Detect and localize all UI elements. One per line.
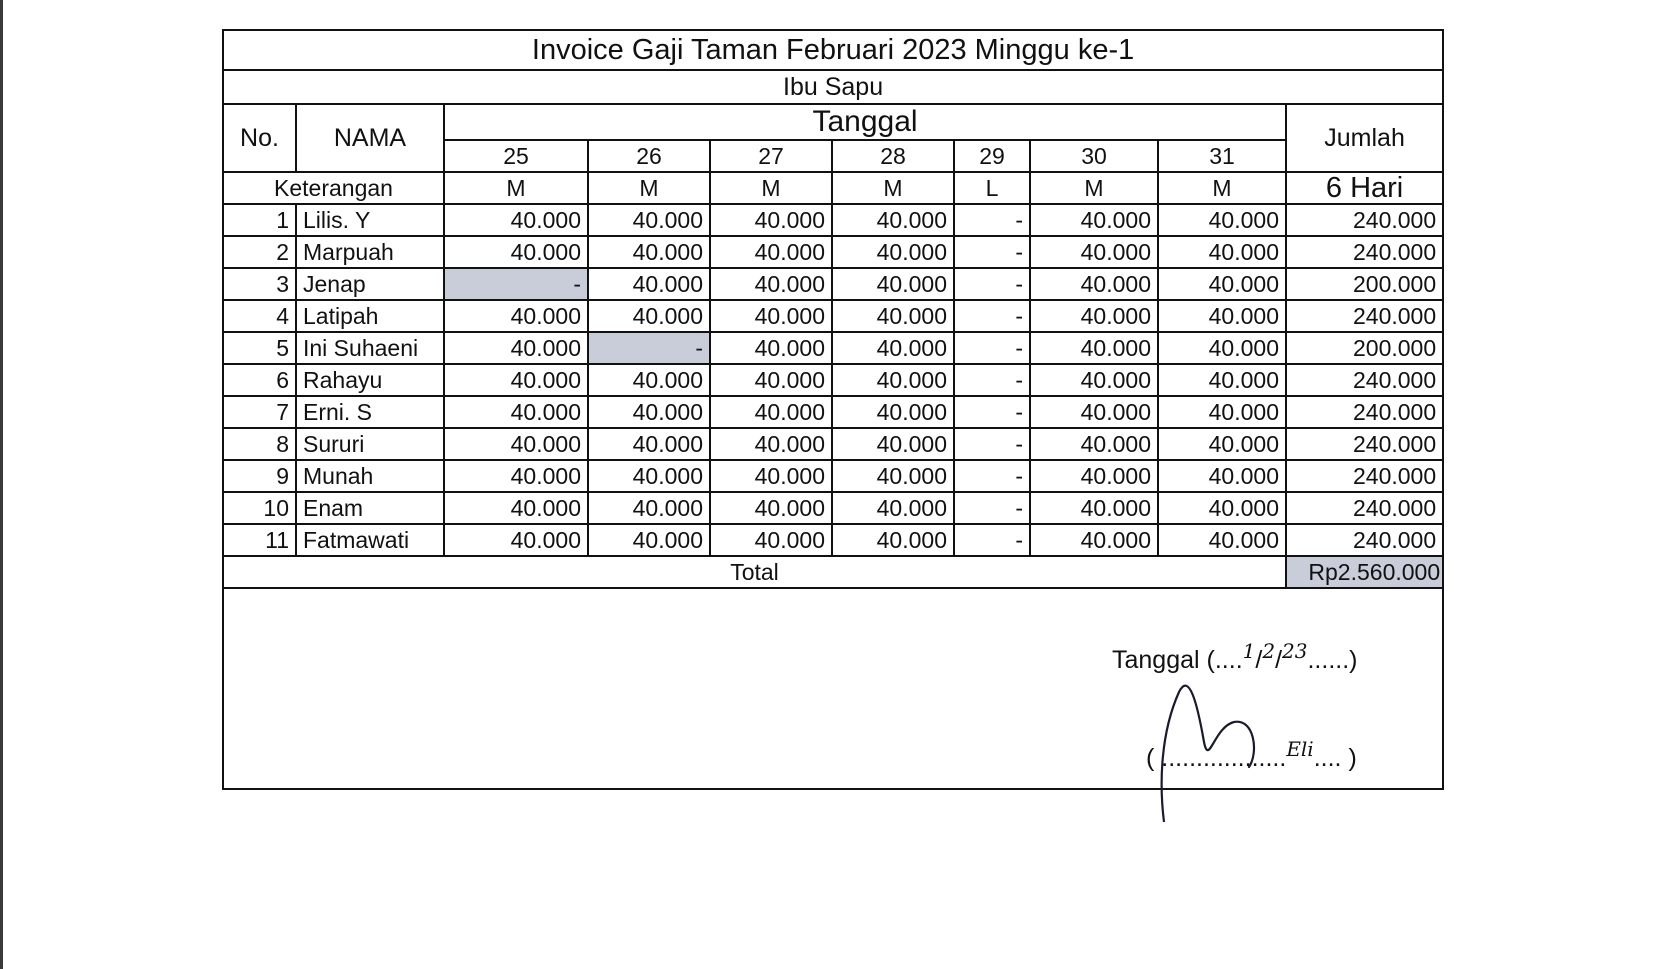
wage-cell: 40.000: [832, 524, 954, 556]
wage-cell: -: [954, 268, 1030, 300]
table-row: [224, 460, 1442, 492]
wage-cell: 40.000: [444, 524, 588, 556]
wage-cell: 40.000: [832, 428, 954, 460]
row-jumlah: 240.000: [1286, 300, 1442, 332]
handwritten-month: 2: [1262, 639, 1276, 663]
wage-cell: 40.000: [588, 524, 710, 556]
row-name: Jenap: [296, 268, 444, 300]
table-row: [224, 364, 1442, 396]
wage-cell: 40.000: [832, 204, 954, 236]
row-number: 9: [224, 460, 296, 492]
wage-cell: 40.000: [588, 364, 710, 396]
date-close-paren: ): [1349, 646, 1358, 674]
wage-cell: 40.000: [588, 460, 710, 492]
wage-cell: 40.000: [832, 268, 954, 300]
wage-cell: -: [954, 524, 1030, 556]
wage-cell: 40.000: [1030, 268, 1158, 300]
wage-cell: 40.000: [444, 396, 588, 428]
wage-cell: 40.000: [1030, 396, 1158, 428]
wage-cell: -: [954, 364, 1030, 396]
row-jumlah: 240.000: [1286, 524, 1442, 556]
table-row: [224, 268, 1442, 300]
row-number: 8: [224, 428, 296, 460]
wage-cell: 40.000: [588, 428, 710, 460]
row-jumlah: 240.000: [1286, 460, 1442, 492]
table-row: [224, 492, 1442, 524]
table-row: [224, 332, 1442, 364]
handwritten-name: Eli: [1286, 737, 1314, 761]
wage-cell: 40.000: [1158, 428, 1286, 460]
date-dots: ....: [1214, 646, 1243, 674]
wage-cell: 40.000: [710, 460, 832, 492]
keterangan-code: M: [1030, 172, 1158, 204]
date-header: 27: [710, 140, 832, 172]
keterangan-code: M: [832, 172, 954, 204]
wage-cell: 40.000: [710, 204, 832, 236]
wage-cell: 40.000: [1030, 204, 1158, 236]
row-name: Ini Suhaeni: [296, 332, 444, 364]
table-row: [224, 236, 1442, 268]
wage-cell: 40.000: [1158, 300, 1286, 332]
handwritten-day: 1: [1242, 639, 1256, 663]
wage-cell: 40.000: [588, 492, 710, 524]
keterangan-code: M: [1158, 172, 1286, 204]
wage-cell: -: [954, 236, 1030, 268]
wage-cell: 40.000: [1158, 524, 1286, 556]
keterangan-code: M: [444, 172, 588, 204]
wage-cell: 40.000: [1158, 396, 1286, 428]
row-name: Lilis. Y: [296, 204, 444, 236]
row-name: Erni. S: [296, 396, 444, 428]
invoice-table: [224, 31, 1442, 589]
row-jumlah: 240.000: [1286, 428, 1442, 460]
row-number: 2: [224, 236, 296, 268]
date-separator: /: [1255, 646, 1263, 674]
row-name: Marpuah: [296, 236, 444, 268]
table-row: [224, 396, 1442, 428]
total-amount: Rp2.560.000: [1286, 556, 1442, 588]
name-dots: ..................: [1161, 744, 1287, 772]
row-jumlah: 240.000: [1286, 236, 1442, 268]
wage-cell: -: [954, 332, 1030, 364]
keterangan-code: L: [954, 172, 1030, 204]
wage-cell: 40.000: [1158, 204, 1286, 236]
wage-cell: -: [954, 492, 1030, 524]
wage-cell: 40.000: [444, 428, 588, 460]
row-name: Rahayu: [296, 364, 444, 396]
wage-cell: 40.000: [444, 460, 588, 492]
wage-cell: 40.000: [710, 524, 832, 556]
row-name: Sururi: [296, 428, 444, 460]
table-row: [224, 204, 1442, 236]
wage-cell: 40.000: [1030, 460, 1158, 492]
row-name: Munah: [296, 460, 444, 492]
wage-cell: 40.000: [832, 460, 954, 492]
row-number: 7: [224, 396, 296, 428]
date-header: 30: [1030, 140, 1158, 172]
row-number: 10: [224, 492, 296, 524]
wage-cell: 40.000: [710, 396, 832, 428]
wage-cell: 40.000: [710, 236, 832, 268]
wage-cell: 40.000: [1158, 492, 1286, 524]
wage-cell: 40.000: [710, 268, 832, 300]
row-jumlah: 240.000: [1286, 492, 1442, 524]
wage-cell: 40.000: [444, 492, 588, 524]
name-close-paren: ): [1341, 744, 1357, 772]
name-open-paren: (: [1146, 744, 1162, 772]
table-row: [224, 428, 1442, 460]
invoice-subtitle: Ibu Sapu: [224, 70, 1442, 104]
wage-cell: -: [954, 428, 1030, 460]
date-header: 29: [954, 140, 1030, 172]
date-header: 25: [444, 140, 588, 172]
keterangan-code: M: [588, 172, 710, 204]
wage-cell: -: [588, 332, 710, 364]
wage-cell: 40.000: [1030, 236, 1158, 268]
wage-cell: -: [444, 268, 588, 300]
signature-name-line: [1146, 737, 1357, 773]
wage-cell: 40.000: [1030, 300, 1158, 332]
wage-cell: 40.000: [1030, 428, 1158, 460]
wage-cell: 40.000: [1158, 236, 1286, 268]
wage-cell: 40.000: [1030, 364, 1158, 396]
wage-cell: -: [954, 204, 1030, 236]
row-jumlah: 240.000: [1286, 396, 1442, 428]
wage-cell: 40.000: [1158, 332, 1286, 364]
invoice-title: Invoice Gaji Taman Februari 2023 Minggu ke-1: [224, 31, 1442, 70]
invoice-document: [222, 29, 1444, 790]
wage-cell: 40.000: [1030, 332, 1158, 364]
wage-cell: 40.000: [588, 300, 710, 332]
wage-cell: 40.000: [444, 300, 588, 332]
wage-cell: 40.000: [832, 396, 954, 428]
row-name: Fatmawati: [296, 524, 444, 556]
date-separator: /: [1275, 646, 1283, 674]
row-number: 11: [224, 524, 296, 556]
table-row: [224, 524, 1442, 556]
wage-cell: 40.000: [710, 364, 832, 396]
wage-cell: 40.000: [444, 236, 588, 268]
header-jumlah: Jumlah: [1286, 104, 1442, 172]
row-jumlah: 240.000: [1286, 204, 1442, 236]
wage-cell: -: [954, 460, 1030, 492]
wage-cell: 40.000: [444, 332, 588, 364]
wage-cell: 40.000: [832, 300, 954, 332]
jumlah-hari: 6 Hari: [1286, 172, 1442, 204]
wage-cell: 40.000: [832, 492, 954, 524]
name-dots: ....: [1313, 744, 1342, 772]
header-tanggal: Tanggal: [444, 104, 1286, 140]
handwritten-year: 23: [1282, 639, 1308, 663]
wage-cell: 40.000: [588, 268, 710, 300]
total-label: Total: [224, 556, 1286, 588]
row-name: Latipah: [296, 300, 444, 332]
wage-cell: 40.000: [1158, 460, 1286, 492]
wage-cell: 40.000: [588, 236, 710, 268]
signature-date-label: Tanggal (: [1112, 646, 1215, 674]
row-jumlah: 200.000: [1286, 332, 1442, 364]
wage-cell: 40.000: [710, 300, 832, 332]
wage-cell: 40.000: [1030, 524, 1158, 556]
row-jumlah: 200.000: [1286, 268, 1442, 300]
row-number: 6: [224, 364, 296, 396]
wage-cell: 40.000: [710, 428, 832, 460]
wage-cell: 40.000: [588, 204, 710, 236]
keterangan-code: M: [710, 172, 832, 204]
wage-cell: -: [954, 396, 1030, 428]
row-number: 1: [224, 204, 296, 236]
keterangan-label: Keterangan: [224, 172, 444, 204]
row-name: Enam: [296, 492, 444, 524]
date-header: 26: [588, 140, 710, 172]
date-header: 28: [832, 140, 954, 172]
row-jumlah: 240.000: [1286, 364, 1442, 396]
date-header: 31: [1158, 140, 1286, 172]
wage-cell: 40.000: [444, 364, 588, 396]
wage-cell: 40.000: [588, 396, 710, 428]
date-dots: ......: [1307, 646, 1350, 674]
row-number: 4: [224, 300, 296, 332]
wage-cell: 40.000: [710, 492, 832, 524]
header-nama: NAMA: [296, 104, 444, 172]
signature-date-line: [1112, 639, 1358, 675]
wage-cell: 40.000: [1030, 492, 1158, 524]
wage-cell: 40.000: [832, 236, 954, 268]
wage-cell: 40.000: [832, 364, 954, 396]
wage-cell: 40.000: [832, 332, 954, 364]
table-row: [224, 300, 1442, 332]
header-no: No.: [224, 104, 296, 172]
scan-edge: [0, 0, 3, 969]
wage-cell: -: [954, 300, 1030, 332]
wage-cell: 40.000: [444, 204, 588, 236]
wage-cell: 40.000: [1158, 364, 1286, 396]
signature-area: [224, 612, 1442, 788]
wage-cell: 40.000: [710, 332, 832, 364]
row-number: 5: [224, 332, 296, 364]
wage-cell: 40.000: [1158, 268, 1286, 300]
row-number: 3: [224, 268, 296, 300]
